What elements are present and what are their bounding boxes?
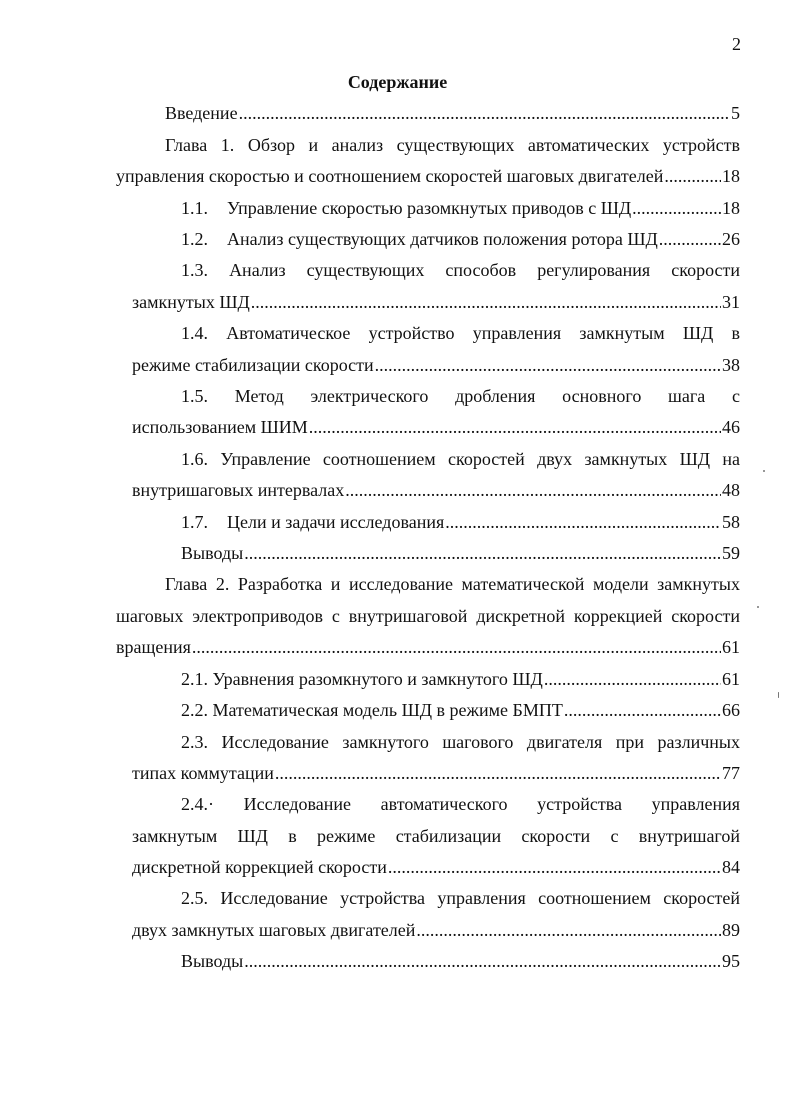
toc-entry-chapter-1[interactable]: Глава 1. Обзор и анализ существующих автоматических устройств <box>165 135 740 155</box>
toc-page-number: 77 <box>722 763 740 783</box>
dot-leader <box>632 197 721 219</box>
toc-page-number: 61 <box>722 669 740 689</box>
dot-leader <box>309 416 721 438</box>
toc-entry-2-2[interactable]: 2.2. Математическая модель ШД в режиме БМПТ ..... 66 <box>181 699 740 721</box>
page-number: 2 <box>732 34 741 54</box>
toc-page-number: 18 <box>722 166 740 186</box>
toc-page-number: 84 <box>722 857 740 877</box>
toc-page-number: 46 <box>722 417 740 437</box>
toc-entry-2-4-cont[interactable]: дискретной коррекцией скорости ..... 84 <box>132 856 740 878</box>
toc-page-number: 59 <box>722 543 740 563</box>
toc-entry-1-1[interactable]: 1.1. Управление скоростью разомкнутых приводов с ШД ..... 18 <box>181 197 740 219</box>
dot-leader <box>445 511 721 533</box>
toc-entry-1-6[interactable]: 1.6. Управление соотношением скоростей двух замкнутых ШД на <box>181 449 740 469</box>
toc-entry-chapter-2[interactable]: Глава 2. Разработка и исследование математической модели замкнутых <box>165 574 740 594</box>
toc-entry-1-4-cont[interactable]: режиме стабилизации скорости ..... 38 <box>132 354 740 376</box>
scan-speck <box>763 470 765 472</box>
toc-entry-2-3-cont[interactable]: типах коммутации ..... 77 <box>132 762 740 784</box>
toc-entry-1-6-cont[interactable]: внутришаговых интервалах ..... 48 <box>132 479 740 501</box>
toc-entry-2-4[interactable]: 2.4.· Исследование автоматического устройства управления <box>181 794 741 814</box>
toc-entry-2-4-cont[interactable]: замкнутым ШД в режиме стабилизации скорости с внутришагой <box>132 826 740 846</box>
toc-page-number: 5 <box>731 103 740 123</box>
toc-page-number: 58 <box>722 512 740 532</box>
dot-leader <box>345 479 721 501</box>
page-title: Содержание <box>347 72 448 92</box>
toc-page-number: 38 <box>722 355 740 375</box>
toc-entry-1-3-cont[interactable]: замкнутых ШД ..... 31 <box>132 291 740 313</box>
toc-page-number: 18 <box>722 198 740 218</box>
toc-entry-1-5-cont[interactable]: использованием ШИМ ..... 46 <box>132 416 740 438</box>
toc-entry-conclusions-2[interactable]: Выводы ..... 95 <box>181 950 740 972</box>
dot-leader <box>388 856 721 878</box>
toc-page-number: 31 <box>722 292 740 312</box>
dot-leader <box>239 102 730 124</box>
toc-entry-1-5[interactable]: 1.5. Метод электрического дробления основного шага с <box>181 386 740 406</box>
toc-entry-chapter-1-cont[interactable]: управления скоростью и соотношением скоростей шаговых двигателей ..... 18 <box>116 165 740 187</box>
toc-entry-1-3[interactable]: 1.3. Анализ существующих способов регулирования скорости <box>181 260 741 280</box>
dot-leader <box>192 636 721 658</box>
dot-leader <box>375 354 721 376</box>
toc-entry-2-5[interactable]: 2.5. Исследование устройства управления соотношением скоростей <box>181 888 740 908</box>
dot-leader <box>416 919 721 941</box>
dot-leader <box>251 291 721 313</box>
toc-page-number: 89 <box>722 920 740 940</box>
toc-entry-2-1[interactable]: 2.1. Уравнения разомкнутого и замкнутого ШД ..... 61 <box>181 668 740 690</box>
toc-page-number: 61 <box>722 637 740 657</box>
toc-entry-conclusions-1[interactable]: Выводы ..... 59 <box>181 542 740 564</box>
scan-speck <box>757 606 759 608</box>
dot-leader <box>275 762 721 784</box>
toc-page-number: 66 <box>722 700 740 720</box>
dot-leader <box>244 542 721 564</box>
scan-speck <box>778 692 779 698</box>
toc-entry-chapter-2-cont[interactable]: вращения ..... 61 <box>116 636 740 658</box>
toc-page-number: 95 <box>722 951 740 971</box>
dot-leader <box>244 950 721 972</box>
toc-entry-2-3[interactable]: 2.3. Исследование замкнутого шагового двигателя при различных <box>181 732 740 752</box>
toc-entry-1-7[interactable]: 1.7. Цели и задачи исследования ..... 58 <box>181 511 740 533</box>
toc-entry-2-5-cont[interactable]: двух замкнутых шаговых двигателей ..... 89 <box>132 919 740 941</box>
dot-leader <box>564 699 721 721</box>
dot-leader <box>659 228 721 250</box>
toc-entry-1-4[interactable]: 1.4. Автоматическое устройство управления замкнутым ШД в <box>181 323 741 343</box>
dot-leader <box>544 668 721 690</box>
toc-page-number: 26 <box>722 229 740 249</box>
toc-entry-1-2[interactable]: 1.2. Анализ существующих датчиков положения ротора ШД ..... 26 <box>181 228 740 250</box>
toc-entry-intro[interactable]: Введение ..... 5 <box>165 102 740 124</box>
dot-leader <box>664 165 721 187</box>
toc-page-number: 48 <box>722 480 740 500</box>
toc-entry-chapter-2-cont[interactable]: шаговых электроприводов с внутришаговой дискретной коррекцией скорости <box>116 606 740 626</box>
